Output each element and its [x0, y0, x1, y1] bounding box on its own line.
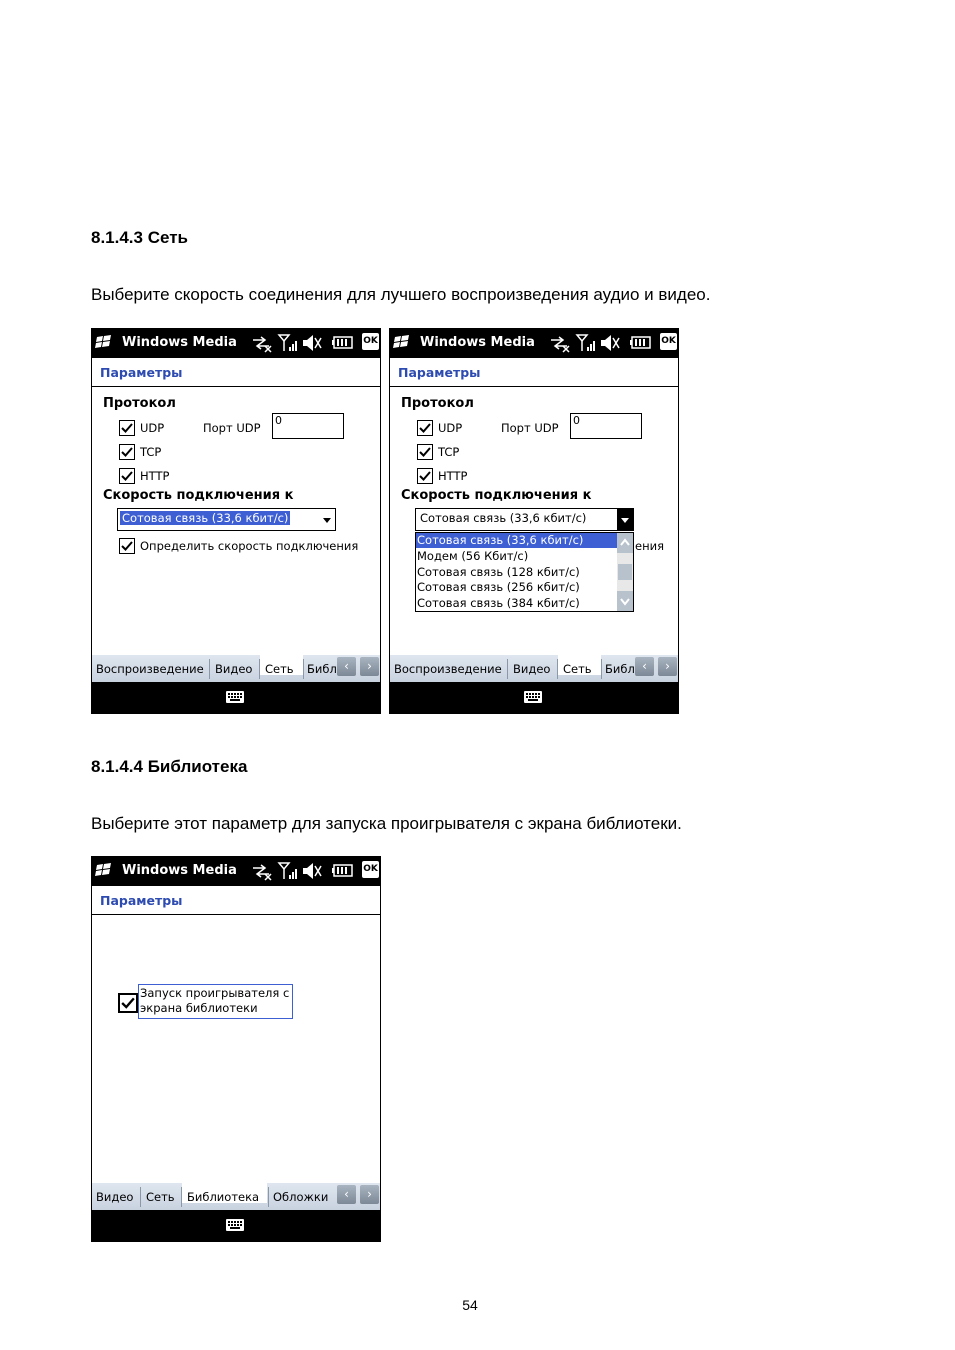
tab-separator — [303, 659, 304, 679]
keyboard-icon[interactable] — [226, 691, 244, 703]
tab-separator — [507, 659, 508, 679]
udp-checkbox[interactable] — [119, 420, 135, 436]
chevron-left-icon[interactable]: ‹ — [635, 657, 654, 676]
signal-icon — [577, 335, 587, 351]
udp-checkbox[interactable] — [417, 420, 433, 436]
protocol-label: Протокол — [103, 396, 176, 411]
tcp-checkbox[interactable] — [119, 444, 135, 460]
keyboard-icon[interactable] — [524, 691, 542, 703]
speed-label: Скорость подключения к — [103, 488, 294, 503]
udp-label: UDP — [140, 421, 165, 435]
screen-title: Параметры — [398, 365, 481, 380]
speed-option[interactable]: Сотовая связь (256 кбит/с) — [417, 580, 580, 594]
title-bar — [91, 856, 381, 886]
detect-speed-label: Определить скорость подключения — [140, 539, 359, 553]
checkmark-icon — [121, 470, 133, 482]
speed-select[interactable] — [117, 508, 336, 531]
battery-icon — [630, 337, 650, 348]
tab-separator — [209, 659, 210, 679]
protocol-label: Протокол — [401, 396, 474, 411]
udp-port-input[interactable]: 0 — [570, 413, 642, 439]
soft-key-bar — [91, 1210, 381, 1242]
tab-library[interactable]: Библ — [307, 662, 337, 676]
tab-video[interactable]: Видео — [215, 662, 253, 676]
tab-covers[interactable]: Обложки — [273, 1190, 329, 1204]
signal-icon — [279, 335, 289, 351]
chevron-down-icon[interactable] — [617, 591, 633, 611]
screen-content — [390, 358, 678, 682]
http-checkbox[interactable] — [417, 468, 433, 484]
section-heading-network: 8.1.4.3 Сеть — [91, 228, 188, 247]
title-divider — [92, 386, 380, 387]
title-bar — [389, 328, 679, 358]
windows-logo-icon[interactable] — [95, 334, 113, 350]
speed-label: Скорость подключения к — [401, 488, 592, 503]
chevron-right-icon[interactable]: › — [658, 657, 677, 676]
http-checkbox[interactable] — [119, 468, 135, 484]
checkmark-icon — [121, 446, 133, 458]
tcp-label: TCP — [438, 445, 460, 459]
tab-network[interactable]: Сеть — [146, 1190, 175, 1204]
screen-content — [92, 886, 380, 1210]
detect-speed-label-partial: ения — [635, 539, 664, 553]
dropdown-arrow-icon — [617, 509, 633, 530]
chevron-up-icon[interactable] — [617, 533, 633, 553]
keyboard-icon[interactable] — [226, 1219, 244, 1231]
windows-logo-icon[interactable] — [95, 862, 113, 878]
tab-bar — [92, 1183, 380, 1210]
start-from-library-line2: экрана библиотеки — [140, 1001, 258, 1015]
start-from-library-label[interactable] — [138, 984, 293, 1019]
udp-port-input[interactable]: 0 — [272, 413, 344, 439]
speed-option[interactable]: Сотовая связь (33,6 кбит/с) — [416, 533, 618, 548]
chevron-left-icon[interactable]: ‹ — [337, 657, 356, 676]
tab-network[interactable]: Сеть — [260, 655, 303, 675]
ok-button[interactable]: OK — [362, 333, 379, 350]
speed-select-value: Сотовая связь (33,6 кбит/с) — [122, 511, 289, 525]
udp-port-label: Порт UDP — [203, 421, 261, 435]
dropdown-arrow-icon — [319, 509, 335, 530]
tcp-label: TCP — [140, 445, 162, 459]
checkmark-icon — [419, 470, 431, 482]
tab-library[interactable]: Библиотека — [182, 1183, 267, 1203]
tab-playback[interactable]: Воспроизведение — [394, 662, 502, 676]
tab-video[interactable]: Видео — [96, 1190, 134, 1204]
screenshot-network-settings — [91, 328, 381, 714]
speed-option[interactable]: Сотовая связь (128 кбит/с) — [417, 565, 580, 579]
app-title: Windows Media — [420, 335, 535, 350]
ok-button[interactable]: OK — [660, 333, 677, 350]
volume-muted-icon — [303, 335, 313, 351]
section-text-network: Выберите скорость соединения для лучшего воспроизведения аудио и видео. — [91, 285, 711, 304]
tab-library[interactable]: Библ — [605, 662, 635, 676]
sync-icon — [253, 865, 271, 880]
checkmark-icon — [419, 446, 431, 458]
volume-muted-icon — [601, 335, 611, 351]
windows-logo-icon[interactable] — [393, 334, 411, 350]
ok-button[interactable]: OK — [362, 861, 379, 878]
tab-playback[interactable]: Воспроизведение — [96, 662, 204, 676]
dropdown-scrollbar[interactable] — [617, 533, 633, 611]
udp-label: UDP — [438, 421, 463, 435]
tab-video[interactable]: Видео — [513, 662, 551, 676]
chevron-left-icon[interactable]: ‹ — [337, 1185, 356, 1204]
title-bar — [91, 328, 381, 358]
tab-bar — [390, 655, 678, 682]
signal-icon — [279, 863, 289, 879]
speed-select[interactable] — [415, 508, 634, 531]
page-number: 54 — [462, 1297, 478, 1313]
checkmark-icon — [419, 422, 431, 434]
chevron-right-icon[interactable]: › — [360, 657, 379, 676]
battery-icon — [332, 865, 352, 876]
start-from-library-checkbox[interactable] — [118, 993, 138, 1013]
screenshot-library-settings — [91, 856, 381, 1242]
tab-bar — [92, 655, 380, 682]
screenshot-network-dropdown — [389, 328, 679, 714]
chevron-right-icon[interactable]: › — [360, 1185, 379, 1204]
soft-key-bar — [91, 682, 381, 714]
tab-network[interactable]: Сеть — [558, 655, 601, 675]
speed-select-value: Сотовая связь (33,6 кбит/с) — [420, 511, 587, 525]
app-title: Windows Media — [122, 863, 237, 878]
checkmark-icon — [121, 996, 135, 1010]
http-label: HTTP — [140, 469, 170, 483]
section-text-library: Выберите этот параметр для запуска проигрывателя с экрана библиотеки. — [91, 814, 682, 833]
soft-key-bar — [389, 682, 679, 714]
volume-muted-icon — [303, 863, 313, 879]
detect-speed-checkbox[interactable] — [119, 538, 135, 554]
battery-icon — [332, 337, 352, 348]
tab-separator — [140, 1187, 141, 1207]
speed-options-list[interactable] — [415, 532, 634, 612]
screen-title: Параметры — [100, 893, 183, 908]
sync-icon — [551, 337, 569, 352]
scrollbar-thumb[interactable] — [618, 564, 632, 580]
title-divider — [92, 914, 380, 915]
http-label: HTTP — [438, 469, 468, 483]
screen-content — [92, 358, 380, 682]
title-divider — [390, 386, 678, 387]
screen-title: Параметры — [100, 365, 183, 380]
tab-separator — [601, 659, 602, 679]
speed-option[interactable]: Модем (56 Кбит/с) — [417, 549, 529, 563]
section-heading-library: 8.1.4.4 Библиотека — [91, 757, 248, 776]
app-title: Windows Media — [122, 335, 237, 350]
sync-icon — [253, 337, 271, 352]
tcp-checkbox[interactable] — [417, 444, 433, 460]
speed-option[interactable]: Сотовая связь (384 кбит/с) — [417, 596, 580, 610]
start-from-library-line1: Запуск проигрывателя с — [140, 986, 290, 1000]
checkmark-icon — [121, 422, 133, 434]
tab-separator — [268, 1187, 269, 1207]
checkmark-icon — [121, 540, 133, 552]
udp-port-label: Порт UDP — [501, 421, 559, 435]
